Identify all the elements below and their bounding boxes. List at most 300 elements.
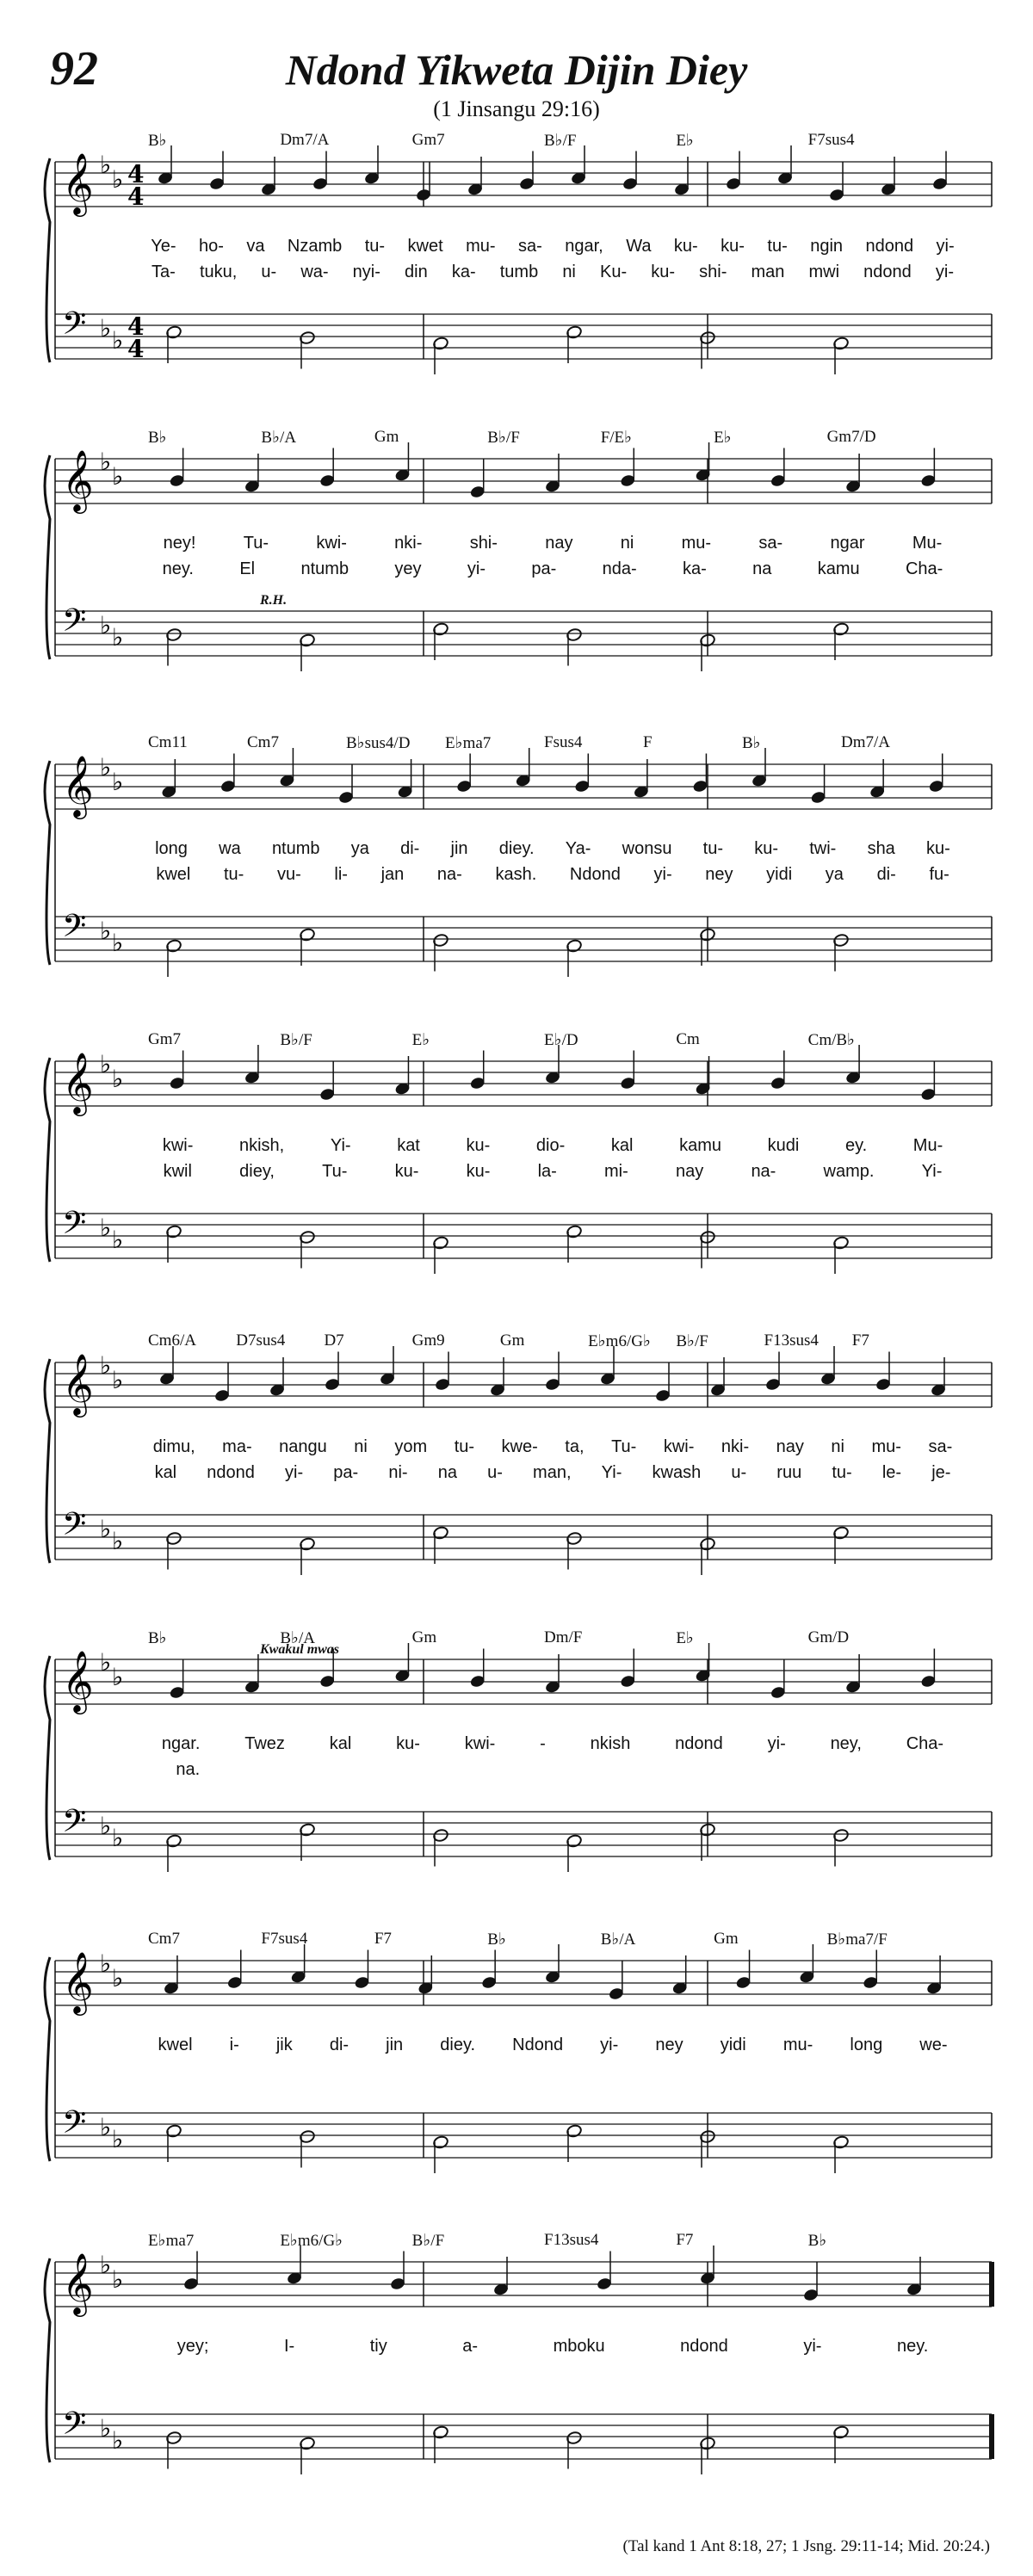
lyric-syllable: wonsu: [622, 839, 672, 858]
lyric-syllable: ney: [655, 2035, 684, 2054]
lyric-syllable: ku-: [466, 1136, 491, 1155]
lyric-syllable: pa-: [333, 1463, 359, 1482]
treble-clef-icon: 𝄞: [62, 754, 94, 817]
lyric-syllable: ni: [562, 263, 576, 281]
lyric-syllable: nay: [675, 1162, 704, 1181]
system-1: [45, 129, 992, 405]
lyric-syllable: na-: [751, 1162, 776, 1181]
chord-symbol: B♭: [742, 734, 761, 752]
chord-symbol: Gm: [411, 1628, 437, 1646]
lyric-syllable: ho-: [198, 237, 224, 256]
lyric-syllable: sa-: [758, 534, 783, 553]
chord-symbol: Cm6/A: [148, 1331, 196, 1350]
system-3: [45, 732, 992, 1007]
chord-symbol: Gm7/D: [826, 428, 876, 446]
lyric-syllable: ney.: [162, 559, 194, 578]
lyric-syllable: va: [246, 237, 265, 256]
flat-icon: ♭: [100, 2251, 112, 2279]
lyric-syllable: -: [540, 1734, 546, 1753]
lyric-syllable: Tu-: [611, 1437, 637, 1456]
lyric-syllable: kamu: [679, 1136, 722, 1155]
lyric-syllable: jin: [450, 839, 468, 858]
system-brace: [45, 1656, 50, 1860]
lyric-line-verse1: [139, 1437, 966, 1461]
flat-icon: ♭: [100, 2414, 112, 2443]
lyric-syllable: nkish: [590, 1734, 631, 1753]
chord-symbol: B♭: [148, 429, 167, 447]
lyric-syllable: kwash: [652, 1463, 702, 1482]
chord-symbol: Cm/B♭: [807, 1031, 856, 1049]
system-7: [45, 1928, 992, 2203]
lyric-syllable: kal: [154, 1463, 177, 1482]
lyric-syllable: Yi-: [921, 1162, 943, 1181]
flat-icon: ♭: [112, 2426, 124, 2455]
lyric-syllable: man,: [533, 1463, 572, 1482]
lyric-syllable: ku-: [721, 237, 745, 256]
lyric-syllable: ney,: [830, 1734, 862, 1753]
chord-symbol: Cm: [676, 1030, 700, 1048]
lyric-syllable: diey,: [239, 1162, 275, 1181]
lyric-syllable: kwel: [158, 2035, 193, 2054]
lyric-line-verse2: [139, 263, 966, 287]
chord-symbol: B♭/F: [411, 2232, 445, 2250]
lyric-syllable: shi-: [469, 534, 498, 553]
lyric-syllable: yi-: [935, 263, 954, 281]
chord-symbol: B♭sus4/D: [346, 734, 411, 752]
lyric-syllable: kwi-: [663, 1437, 695, 1456]
chord-symbol: F7: [374, 1930, 392, 1948]
lyric-syllable: [237, 1760, 310, 1784]
flat-icon: ♭: [112, 768, 124, 796]
chord-symbol: F7sus4: [807, 131, 855, 149]
lyric-syllable: Ku-: [600, 263, 628, 281]
bass-clef-icon: 𝄢: [62, 602, 87, 646]
chord-symbol: B♭: [148, 132, 167, 150]
chord-symbol: Gm9: [411, 1331, 445, 1350]
lyric-syllable: ntumb: [271, 839, 320, 858]
lyric-syllable: mu-: [466, 237, 496, 256]
lyric-syllable: kudi: [767, 1136, 800, 1155]
performance-annotation: R.H.: [260, 593, 288, 608]
bass-clef-icon: 𝄢: [62, 1506, 87, 1550]
lyric-syllable: mboku: [553, 2337, 605, 2356]
chord-symbol: E♭: [411, 1031, 430, 1049]
lyric-syllable: ni: [620, 534, 634, 553]
flat-icon: ♭: [100, 314, 112, 343]
lyric-syllable: i-: [229, 2035, 239, 2054]
lyric-syllable: mwi: [808, 263, 840, 281]
lyric-syllable: u-: [731, 1463, 747, 1482]
lyric-syllable: sa-: [928, 1437, 953, 1456]
lyric-syllable: dio-: [535, 1136, 566, 1155]
lyric-syllable: a-: [462, 2337, 479, 2356]
system-brace: [45, 1058, 50, 1262]
lyric-syllable: nki-: [721, 1437, 750, 1456]
flat-icon: ♭: [100, 448, 112, 476]
lyric-syllable: we-: [919, 2035, 948, 2054]
scripture-reference: (1 Jinsangu 29:16): [433, 96, 600, 121]
lyric-syllable: ndond: [207, 1463, 255, 1482]
treble-clef-icon: 𝄞: [62, 1649, 94, 1712]
lyric-line-verse1: [139, 839, 966, 863]
lyric-syllable: nki-: [394, 534, 423, 553]
flat-icon: ♭: [100, 1351, 112, 1380]
lyric-syllable: [382, 1760, 455, 1784]
flat-icon: ♭: [100, 753, 112, 781]
lyric-syllable: ku-: [673, 237, 698, 256]
lyric-syllable: kwil: [163, 1162, 192, 1181]
lyric-syllable: na-: [436, 865, 462, 884]
lyric-syllable: kal: [329, 1734, 352, 1753]
lyric-syllable: tu-: [223, 865, 244, 884]
flat-icon: ♭: [112, 326, 124, 355]
lyric-syllable: ngar,: [565, 237, 603, 256]
system-brace: [45, 455, 50, 659]
lyric-syllable: yidi: [720, 2035, 746, 2054]
lyric-syllable: na: [752, 559, 772, 578]
lyric-syllable: tu-: [702, 839, 723, 858]
flat-icon: ♭: [112, 2265, 124, 2294]
lyric-syllable: kamu: [817, 559, 860, 578]
lyric-syllable: Cha-: [906, 1734, 944, 1753]
lyric-line-verse1: [139, 237, 966, 261]
chord-symbol: Dm7/A: [280, 131, 330, 149]
lyric-syllable: le-: [881, 1463, 902, 1482]
flat-icon: ♭: [100, 1515, 112, 1543]
chord-symbol: D7sus4: [236, 1331, 286, 1350]
lyric-syllable: ta,: [565, 1437, 585, 1456]
system-5: [45, 1330, 992, 1605]
hymn-title: Ndond Yikweta Dijin Diey: [285, 46, 748, 94]
chord-symbol: F7: [676, 2231, 694, 2249]
chord-symbol: F13sus4: [544, 2231, 599, 2249]
chord-symbol: E♭: [714, 429, 732, 447]
chord-symbol: Cm7: [148, 1930, 180, 1948]
lyric-syllable: tu-: [767, 237, 788, 256]
lyric-syllable: ndond: [680, 2337, 728, 2356]
lyric-syllable: kwi-: [316, 534, 347, 553]
bass-clef-icon: 𝄢: [62, 908, 87, 952]
flat-icon: ♭: [112, 1065, 124, 1093]
lyric-syllable: mu-: [782, 2035, 813, 2054]
lyric-syllable: twi-: [809, 839, 837, 858]
lyric-syllable: kwi-: [162, 1136, 194, 1155]
lyric-syllable: kat: [397, 1136, 420, 1155]
lyric-syllable: li-: [334, 865, 348, 884]
chord-symbol: B♭/A: [280, 1629, 315, 1647]
lyric-syllable: long: [155, 839, 188, 858]
lyric-syllable: I-: [283, 2337, 295, 2356]
lyric-syllable: yi-: [285, 1463, 304, 1482]
chord-symbol: B♭/F: [676, 1332, 708, 1350]
lyric-syllable: vu-: [276, 865, 301, 884]
system-brace: [45, 1957, 50, 2161]
lyric-syllable: ka-: [451, 263, 476, 281]
lyric-syllable: El: [239, 559, 256, 578]
lyric-syllable: tumb: [499, 263, 539, 281]
chord-symbol: B♭: [487, 1930, 506, 1949]
lyric-syllable: ney: [705, 865, 733, 884]
system-8: [45, 2229, 992, 2505]
lyric-syllable: [893, 1760, 966, 1784]
chord-symbol: E♭: [676, 1629, 694, 1647]
lyric-syllable: ka-: [682, 559, 707, 578]
lyric-syllable: yom: [394, 1437, 428, 1456]
lyric-syllable: yi-: [936, 237, 955, 256]
chord-symbol: B♭: [148, 1629, 167, 1647]
lyric-syllable: yi-: [467, 559, 486, 578]
lyric-syllable: yi-: [600, 2035, 619, 2054]
lyric-syllable: ruu: [776, 1463, 802, 1482]
lyric-syllable: kwet: [407, 237, 443, 256]
lyric-syllable: Tu-: [243, 534, 269, 553]
lyric-syllable: nay: [776, 1437, 804, 1456]
lyric-syllable: ni: [354, 1437, 368, 1456]
lyric-syllable: mu-: [681, 534, 712, 553]
lyric-syllable: [747, 1760, 820, 1784]
chord-symbol: E♭m6/G♭: [280, 2232, 343, 2250]
lyric-syllable: nay: [545, 534, 573, 553]
lyric-syllable: ya: [350, 839, 369, 858]
lyric-syllable: ku-: [754, 839, 779, 858]
lyric-syllable: [309, 1760, 382, 1784]
system-2: [45, 426, 992, 701]
lyric-syllable: ku-: [466, 1162, 491, 1181]
flat-icon: ♭: [100, 1648, 112, 1677]
lyric-syllable: jan: [380, 865, 405, 884]
chord-symbol: Gm: [714, 1930, 739, 1948]
lyric-line-verse2: [139, 1162, 966, 1186]
lyric-syllable: ku-: [926, 839, 950, 858]
chord-symbol: Gm: [374, 428, 399, 446]
chord-symbol: Dm/F: [544, 1628, 583, 1646]
lyric-line-verse1: [139, 1136, 966, 1160]
staff-system: [45, 1928, 992, 2203]
treble-clef-icon: 𝄞: [62, 1950, 94, 2013]
lyric-line-verse2: [139, 1463, 966, 1487]
lyric-syllable: je-: [931, 1463, 951, 1482]
performance-annotation: Kwakul mwas: [260, 1642, 340, 1657]
lyric-syllable: la-: [537, 1162, 557, 1181]
hymn-number: 92: [50, 42, 98, 96]
system-6: [45, 1627, 992, 1902]
lyric-syllable: ma-: [222, 1437, 252, 1456]
flat-icon: ♭: [112, 1824, 124, 1852]
chord-symbol: B♭/F: [487, 429, 520, 447]
lyric-syllable: ngar: [830, 534, 865, 553]
flat-icon: ♭: [112, 1366, 124, 1394]
chord-symbol: Cm11: [148, 733, 188, 751]
lyric-syllable: tu-: [454, 1437, 475, 1456]
flat-icon: ♭: [112, 165, 124, 194]
lyric-syllable: Wa: [626, 237, 652, 256]
time-signature-digit: 4: [127, 312, 145, 341]
lyric-syllable: ku-: [394, 1162, 419, 1181]
lyric-line-verse1: [139, 1734, 966, 1758]
lyric-syllable: yey: [394, 559, 422, 578]
lyric-syllable: Ya-: [565, 839, 591, 858]
lyric-syllable: ku-: [651, 263, 676, 281]
lyric-syllable: ngar.: [161, 1734, 201, 1753]
staff-system: [45, 2229, 992, 2505]
lyric-syllable: tuku,: [199, 263, 238, 281]
chord-symbol: B♭/F: [280, 1031, 312, 1049]
lyric-syllable: jik: [275, 2035, 293, 2054]
flat-icon: ♭: [100, 151, 112, 179]
system-brace: [45, 1359, 50, 1563]
chord-symbol: D7: [324, 1331, 344, 1350]
chord-symbol: F13sus4: [764, 1331, 819, 1350]
lyric-syllable: u-: [487, 1463, 503, 1482]
lyric-syllable: di-: [876, 865, 896, 884]
flat-icon: ♭: [100, 1050, 112, 1078]
lyric-syllable: yey;: [176, 2337, 209, 2356]
lyric-syllable: [455, 1760, 529, 1784]
lyric-syllable: ndond: [675, 1734, 723, 1753]
system-4: [45, 1029, 992, 1304]
lyric-syllable: wa: [219, 839, 241, 858]
lyric-syllable: tu-: [364, 237, 386, 256]
chord-symbol: B♭: [807, 2232, 827, 2250]
lyric-syllable: kwe-: [501, 1437, 538, 1456]
footnote: (Tal kand 1 Ant 8:18, 27; 1 Jsng. 29:11-14; Mid. 20:24.): [622, 2537, 990, 2555]
treble-clef-icon: 𝄞: [62, 1352, 94, 1415]
lyric-syllable: Tu-: [322, 1162, 348, 1181]
lyric-syllable: ey.: [844, 1136, 868, 1155]
lyric-syllable: tiy: [369, 2337, 387, 2356]
flat-icon: ♭: [100, 1949, 112, 1978]
flat-icon: ♭: [112, 1663, 124, 1691]
lyric-syllable: sa-: [518, 237, 542, 256]
lyric-syllable: mu-: [871, 1437, 901, 1456]
lyric-syllable: wa-: [300, 263, 329, 281]
lyric-syllable: fu-: [929, 865, 949, 884]
lyric-line-verse2: [139, 559, 966, 584]
lyric-syllable: Nzamb: [287, 237, 343, 256]
lyric-syllable: kash.: [495, 865, 537, 884]
lyric-syllable: nyi-: [352, 263, 380, 281]
lyric-syllable: ni-: [388, 1463, 408, 1482]
system-brace: [45, 2258, 50, 2462]
lyric-syllable: long: [850, 2035, 883, 2054]
bass-clef-icon: 𝄢: [62, 2406, 87, 2449]
chord-symbol: E♭: [676, 132, 694, 150]
lyric-line-verse2: [139, 865, 966, 889]
chord-symbol: E♭ma7: [445, 734, 492, 752]
lyric-syllable: ndond: [863, 263, 912, 281]
lyric-syllable: tu-: [832, 1463, 852, 1482]
lyric-syllable: [820, 1760, 894, 1784]
lyric-syllable: [674, 1760, 747, 1784]
chord-symbol: B♭/A: [261, 429, 297, 447]
chord-symbol: F7sus4: [261, 1930, 308, 1948]
flat-icon: ♭: [112, 462, 124, 491]
lyric-syllable: shi-: [699, 263, 727, 281]
treble-clef-icon: 𝄞: [62, 1051, 94, 1114]
lyric-syllable: Ndond: [569, 865, 621, 884]
bass-clef-icon: 𝄢: [62, 1803, 87, 1847]
lyric-syllable: Cha-: [905, 559, 943, 578]
chord-symbol: Gm/D: [807, 1628, 850, 1646]
lyric-syllable: ney!: [163, 534, 196, 553]
bass-clef-icon: 𝄢: [62, 1205, 87, 1249]
chord-symbol: F/E♭: [600, 429, 633, 447]
lyric-syllable: Ndond: [512, 2035, 564, 2054]
lyric-syllable: Ta-: [152, 263, 176, 281]
lyric-syllable: nangu: [279, 1437, 327, 1456]
lyric-syllable: kwi-: [464, 1734, 496, 1753]
flat-icon: ♭: [112, 2125, 124, 2153]
time-signature-digit: 4: [127, 335, 145, 363]
chord-symbol: E♭/D: [544, 1031, 578, 1049]
chord-symbol: F7: [851, 1331, 869, 1350]
lyric-syllable: din: [405, 263, 428, 281]
lyric-syllable: diey.: [498, 839, 535, 858]
chord-symbol: E♭m6/G♭: [588, 1332, 651, 1350]
lyric-syllable: Twez: [244, 1734, 285, 1753]
lyric-syllable: ngin: [810, 237, 844, 256]
treble-clef-icon: 𝄞: [62, 448, 94, 511]
lyric-line-verse2: [139, 1760, 966, 1784]
treble-clef-icon: 𝄞: [62, 2252, 94, 2314]
flat-icon: ♭: [100, 1214, 112, 1242]
lyric-syllable: man: [751, 263, 785, 281]
flat-icon: ♭: [100, 917, 112, 945]
lyric-syllable: na.: [176, 1760, 201, 1779]
chord-symbol: F: [643, 733, 653, 751]
treble-clef-icon: 𝄞: [62, 151, 94, 214]
lyric-syllable: di-: [329, 2035, 349, 2054]
lyric-syllable: kal: [610, 1136, 634, 1155]
lyric-syllable: yi-: [803, 2337, 822, 2356]
chord-symbol: Cm7: [247, 733, 279, 751]
lyric-syllable: ku-: [396, 1734, 420, 1753]
flat-icon: ♭: [112, 1527, 124, 1555]
lyric-syllable: Mu-: [912, 1136, 943, 1155]
lyric-syllable: Yi-: [601, 1463, 622, 1482]
lyric-syllable: u-: [261, 263, 277, 281]
lyric-syllable: na: [437, 1463, 457, 1482]
lyric-syllable: ya: [825, 865, 844, 884]
flat-icon: ♭: [100, 2113, 112, 2141]
lyric-syllable: Yi-: [330, 1136, 351, 1155]
lyric-syllable: yi-: [653, 865, 672, 884]
lyric-syllable: sha: [867, 839, 895, 858]
system-brace: [45, 158, 50, 362]
lyric-syllable: wamp.: [823, 1162, 875, 1181]
chord-symbol: Dm7/A: [841, 733, 890, 751]
lyric-line-verse1: [139, 534, 966, 558]
chord-symbol: Gm7: [411, 131, 445, 149]
lyric-syllable: [529, 1760, 602, 1784]
lyric-syllable: ni: [831, 1437, 844, 1456]
chord-symbol: B♭ma7/F: [826, 1930, 888, 1949]
chord-symbol: B♭/F: [544, 132, 577, 150]
lyric-syllable: diey.: [440, 2035, 476, 2054]
lyric-syllable: nkish,: [238, 1136, 285, 1155]
lyric-syllable: nda-: [602, 559, 637, 578]
flat-icon: ♭: [112, 623, 124, 652]
lyric-syllable: ndond: [865, 237, 914, 256]
system-brace: [45, 761, 50, 965]
bass-clef-icon: 𝄢: [62, 2104, 87, 2148]
lyric-syllable: dimu,: [152, 1437, 195, 1456]
lyric-syllable: kwel: [156, 865, 191, 884]
time-signature-digit: 4: [127, 160, 145, 188]
chord-symbol: B♭/A: [600, 1930, 636, 1949]
lyric-syllable: di-: [400, 839, 420, 858]
lyric-syllable: jin: [386, 2035, 404, 2054]
